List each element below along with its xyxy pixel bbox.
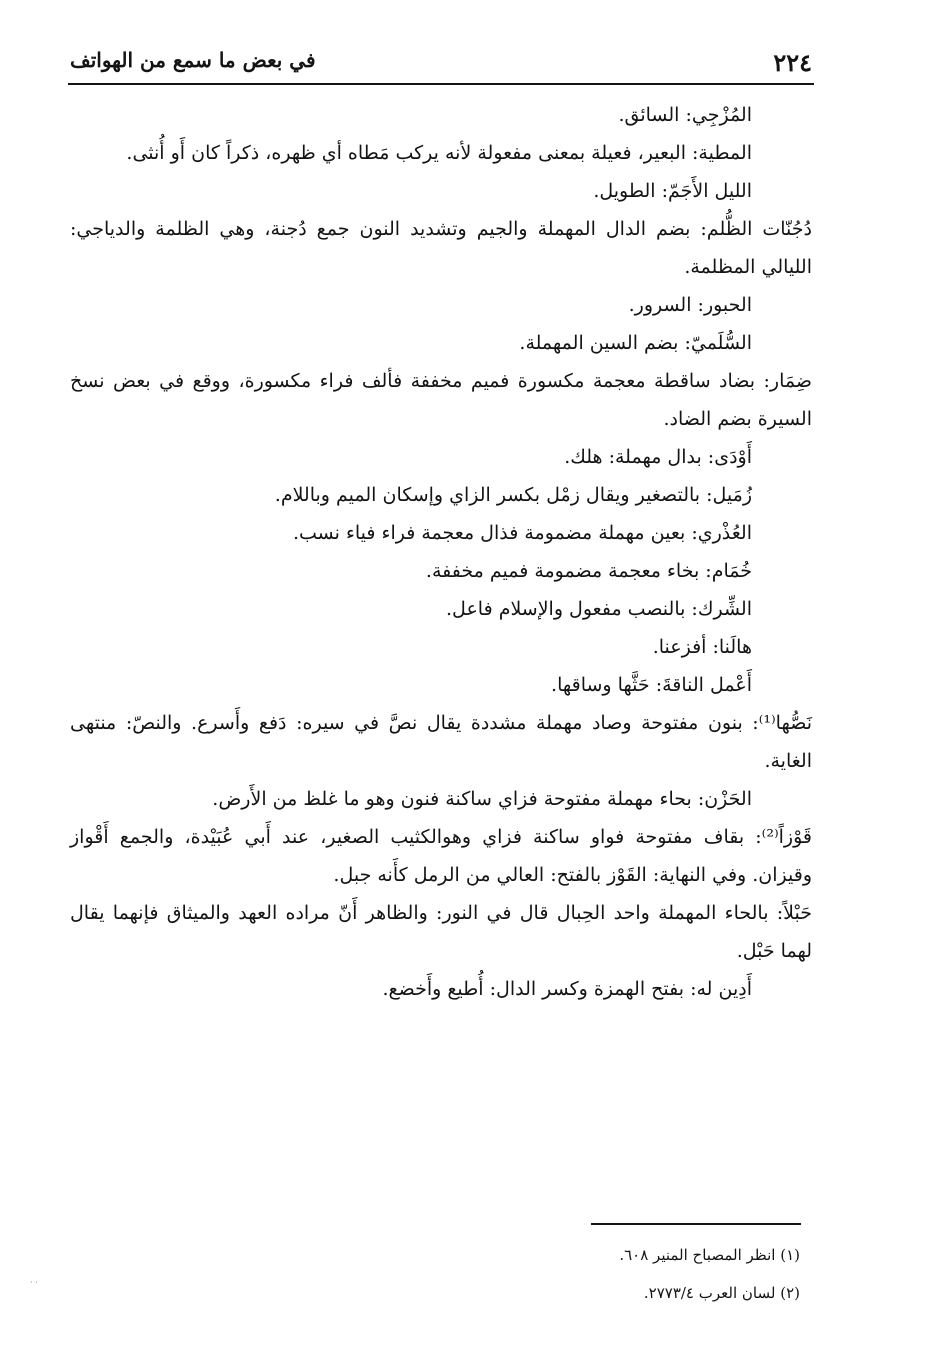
glossary-entry: أَعْمل الناقةَ: حَثَّها وساقها. [551,674,752,696]
glossary-entry: السُّلَميّ: بضم السين المهملة. [519,332,752,354]
page-number: ٢٢٤ [773,48,812,77]
glossary-entry: أَوْدَى: بدال مهملة: هلك. [564,446,752,468]
glossary-entry: أَدِين له: بفتح الهمزة وكسر الدال: أُطيع وأَخضع. [382,978,752,1000]
glossary-entry: الشِّرك: بالنصب مفعول والإسلام فاعل. [446,598,752,620]
running-title: في بعض ما سمع من الهواتف [70,48,316,72]
glossary-entry: الليل الأَجَمّ: الطويل. [593,180,752,202]
glossary-entry: حَبْلاً: بالحاء المهملة واحد الحِبال قال في النور: والظاهر أَنّ مراده العهد والميثاق فإنهما يقال لهما حَبْل. [70,902,812,962]
glossary-body [70,96,812,1008]
footnote-2: (٢) لسان العرب ٢٧٧٣/٤. [643,1284,800,1302]
glossary-entry: المُزْجِي: السائق. [618,104,752,126]
glossary-entry: هالَنا: أفزعنا. [652,636,752,658]
glossary-entry: الحَزْن: بحاء مهملة مفتوحة فزاي ساكنة فنون وهو ما غلظ من الأَرض. [212,788,752,810]
glossary-entry: الحبور: السرور. [628,294,752,316]
glossary-entry: دُجُنّات الظُّلم: بضم الدال المهملة والجيم وتشديد النون جمع دُجنة، وهي الظلمة والدياجي: الليالي المظلمة. [70,218,812,278]
glossary-entry: ضِمَار: بضاد ساقطة معجمة مكسورة فميم مخففة فألف فراء مكسورة، ووقع في بعض نسخ السيرة بضم الضاد. [70,370,812,430]
header-rule [68,83,814,85]
glossary-entry: زُمَيل: بالتصغير ويقال زمْل بكسر الزاي وإسكان الميم وباللام. [274,484,752,506]
footnotes [70,1236,812,1312]
glossary-entry: قَوْزاً⁽²⁾: بقاف مفتوحة فواو ساكنة فزاي وهوالكثيب الصغير، عند أَبي عُبَيْدة، والجمع أَقْواز وقيزان. وفي النهاية: القَوْز بالفتح: العالي من الرمل كأَنه جبل. [70,826,812,886]
glossary-entry: المطية: البعير، فعيلة بمعنى مفعولة لأنه يركب مَطاه أي ظهره، ذكراً كان أَو أُنثى. [126,142,752,164]
glossary-entry: العُذْري: بعين مهملة مضمومة فذال معجمة فراء فياء نسب. [292,522,752,544]
page-header [70,40,812,80]
footnote-1: (١) انظر المصباح المنير ٦٠٨. [619,1246,800,1264]
glossary-entry: خُمَام: بخاء معجمة مضمومة فميم مخففة. [425,560,752,582]
glossary-entry: نَصُّها⁽¹⁾: بنون مفتوحة وصاد مهملة مشددة يقال نصَّ في سيره: دَفع وأَسرع. والنصّ: منتهى الغاية. [70,712,812,772]
scan-specks: · · [30,1278,38,1287]
footnote-rule [591,1223,801,1225]
